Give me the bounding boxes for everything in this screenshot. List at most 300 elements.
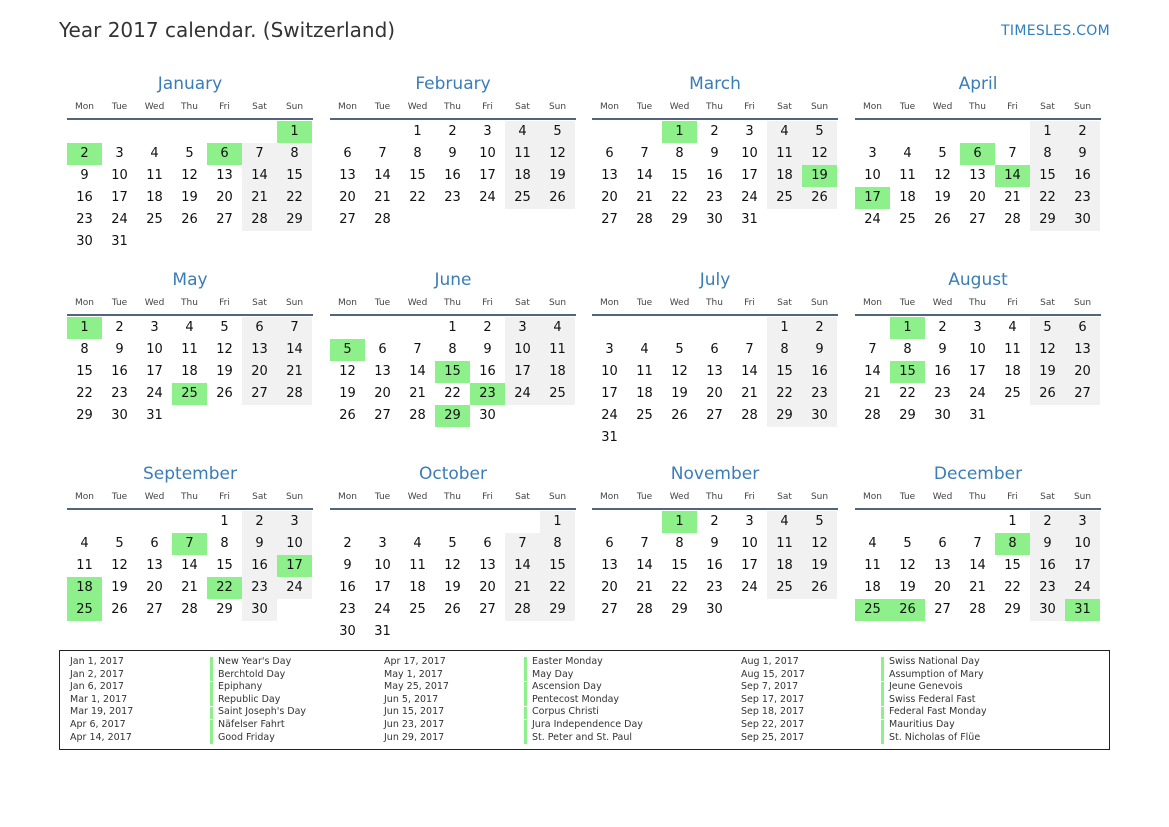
- day-cell[interactable]: 24: [1065, 577, 1100, 599]
- day-cell[interactable]: 13: [216, 168, 233, 183]
- day-cell[interactable]: 6: [378, 342, 387, 357]
- day-cell[interactable]: 28: [505, 599, 540, 621]
- day-cell[interactable]: 13: [601, 558, 618, 573]
- day-cell[interactable]: 4: [868, 536, 877, 551]
- day-cell[interactable]: 9: [448, 146, 457, 161]
- day-cell[interactable]: 8: [80, 342, 89, 357]
- day-cell[interactable]: 27: [934, 602, 951, 617]
- day-cell[interactable]: 9: [343, 558, 352, 573]
- day-cell[interactable]: 10: [146, 342, 163, 357]
- day-cell[interactable]: 14: [636, 558, 653, 573]
- day-cell[interactable]: 27: [479, 602, 496, 617]
- day-cell[interactable]: 21: [636, 190, 653, 205]
- holiday-day-cell[interactable]: 25: [855, 599, 890, 621]
- day-cell[interactable]: 21: [636, 580, 653, 595]
- day-cell[interactable]: 12: [1030, 339, 1065, 361]
- day-cell[interactable]: 16: [802, 361, 837, 383]
- day-cell[interactable]: 2: [242, 511, 277, 533]
- day-cell[interactable]: 17: [741, 558, 758, 573]
- day-cell[interactable]: 5: [1030, 317, 1065, 339]
- day-cell[interactable]: 1: [1030, 121, 1065, 143]
- day-cell[interactable]: 23: [1030, 577, 1065, 599]
- day-cell[interactable]: 22: [76, 386, 93, 401]
- day-cell[interactable]: 30: [339, 624, 356, 639]
- holiday-day-cell[interactable]: 25: [67, 599, 102, 621]
- day-cell[interactable]: 20: [601, 190, 618, 205]
- day-cell[interactable]: 1: [448, 320, 457, 335]
- day-cell[interactable]: 26: [802, 187, 837, 209]
- day-cell[interactable]: 10: [479, 146, 496, 161]
- day-cell[interactable]: 11: [767, 143, 802, 165]
- day-cell[interactable]: 26: [934, 212, 951, 227]
- day-cell[interactable]: 10: [505, 339, 540, 361]
- holiday-day-cell[interactable]: 31: [1065, 599, 1100, 621]
- day-cell[interactable]: 16: [111, 364, 128, 379]
- day-cell[interactable]: 6: [242, 317, 277, 339]
- day-cell[interactable]: 3: [1065, 511, 1100, 533]
- day-cell[interactable]: 13: [242, 339, 277, 361]
- day-cell[interactable]: 8: [767, 339, 802, 361]
- day-cell[interactable]: 4: [767, 511, 802, 533]
- day-cell[interactable]: 11: [146, 168, 163, 183]
- day-cell[interactable]: 15: [277, 165, 312, 187]
- day-cell[interactable]: 27: [242, 383, 277, 405]
- day-cell[interactable]: 12: [899, 558, 916, 573]
- day-cell[interactable]: 12: [802, 533, 837, 555]
- day-cell[interactable]: 1: [220, 514, 229, 529]
- day-cell[interactable]: 7: [868, 342, 877, 357]
- day-cell[interactable]: 9: [710, 146, 719, 161]
- holiday-day-cell[interactable]: 1: [67, 317, 102, 339]
- day-cell[interactable]: 20: [1065, 361, 1100, 383]
- day-cell[interactable]: 20: [601, 580, 618, 595]
- day-cell[interactable]: 24: [505, 383, 540, 405]
- day-cell[interactable]: 23: [339, 602, 356, 617]
- day-cell[interactable]: 5: [903, 536, 912, 551]
- day-cell[interactable]: 30: [934, 408, 951, 423]
- day-cell[interactable]: 24: [601, 408, 618, 423]
- day-cell[interactable]: 18: [505, 165, 540, 187]
- day-cell[interactable]: 20: [339, 190, 356, 205]
- day-cell[interactable]: 16: [242, 555, 277, 577]
- day-cell[interactable]: 15: [671, 168, 688, 183]
- day-cell[interactable]: 13: [601, 168, 618, 183]
- day-cell[interactable]: 22: [1030, 187, 1065, 209]
- day-cell[interactable]: 25: [409, 602, 426, 617]
- day-cell[interactable]: 16: [1065, 165, 1100, 187]
- day-cell[interactable]: 13: [1065, 339, 1100, 361]
- day-cell[interactable]: 12: [216, 342, 233, 357]
- day-cell[interactable]: 10: [111, 168, 128, 183]
- day-cell[interactable]: 18: [1004, 364, 1021, 379]
- day-cell[interactable]: 23: [242, 577, 277, 599]
- day-cell[interactable]: 16: [479, 364, 496, 379]
- day-cell[interactable]: 5: [220, 320, 229, 335]
- day-cell[interactable]: 19: [181, 190, 198, 205]
- day-cell[interactable]: 20: [969, 190, 986, 205]
- day-cell[interactable]: 16: [706, 168, 723, 183]
- day-cell[interactable]: 1: [1008, 514, 1017, 529]
- day-cell[interactable]: 6: [150, 536, 159, 551]
- day-cell[interactable]: 11: [409, 558, 426, 573]
- day-cell[interactable]: 10: [1065, 533, 1100, 555]
- holiday-day-cell[interactable]: 23: [470, 383, 505, 405]
- site-name[interactable]: TIMESLES.COM: [1001, 23, 1110, 39]
- day-cell[interactable]: 12: [111, 558, 128, 573]
- day-cell[interactable]: 24: [864, 212, 881, 227]
- day-cell[interactable]: 7: [505, 533, 540, 555]
- day-cell[interactable]: 3: [745, 124, 754, 139]
- day-cell[interactable]: 5: [448, 536, 457, 551]
- day-cell[interactable]: 4: [1008, 320, 1017, 335]
- day-cell[interactable]: 30: [706, 602, 723, 617]
- day-cell[interactable]: 11: [1004, 342, 1021, 357]
- day-cell[interactable]: 17: [505, 361, 540, 383]
- day-cell[interactable]: 5: [540, 121, 575, 143]
- day-cell[interactable]: 20: [216, 190, 233, 205]
- day-cell[interactable]: 6: [1065, 317, 1100, 339]
- day-cell[interactable]: 25: [636, 408, 653, 423]
- day-cell[interactable]: 14: [277, 339, 312, 361]
- day-cell[interactable]: 28: [741, 408, 758, 423]
- day-cell[interactable]: 23: [802, 383, 837, 405]
- day-cell[interactable]: 4: [640, 342, 649, 357]
- day-cell[interactable]: 3: [973, 320, 982, 335]
- day-cell[interactable]: 9: [1065, 143, 1100, 165]
- holiday-day-cell[interactable]: 25: [172, 383, 207, 405]
- day-cell[interactable]: 19: [540, 165, 575, 187]
- day-cell[interactable]: 20: [242, 361, 277, 383]
- holiday-day-cell[interactable]: 26: [890, 599, 925, 621]
- day-cell[interactable]: 8: [220, 536, 229, 551]
- day-cell[interactable]: 6: [605, 536, 614, 551]
- day-cell[interactable]: 17: [741, 168, 758, 183]
- day-cell[interactable]: 22: [409, 190, 426, 205]
- day-cell[interactable]: 5: [938, 146, 947, 161]
- day-cell[interactable]: 31: [111, 234, 128, 249]
- day-cell[interactable]: 21: [409, 386, 426, 401]
- day-cell[interactable]: 22: [444, 386, 461, 401]
- day-cell[interactable]: 3: [868, 146, 877, 161]
- holiday-day-cell[interactable]: 1: [277, 121, 312, 143]
- day-cell[interactable]: 20: [146, 580, 163, 595]
- day-cell[interactable]: 25: [146, 212, 163, 227]
- day-cell[interactable]: 28: [1004, 212, 1021, 227]
- day-cell[interactable]: 4: [185, 320, 194, 335]
- day-cell[interactable]: 24: [741, 580, 758, 595]
- day-cell[interactable]: 27: [601, 212, 618, 227]
- holiday-day-cell[interactable]: 17: [277, 555, 312, 577]
- day-cell[interactable]: 2: [343, 536, 352, 551]
- day-cell[interactable]: 17: [969, 364, 986, 379]
- day-cell[interactable]: 17: [601, 386, 618, 401]
- day-cell[interactable]: 8: [413, 146, 422, 161]
- day-cell[interactable]: 28: [277, 383, 312, 405]
- holiday-day-cell[interactable]: 1: [662, 121, 697, 143]
- day-cell[interactable]: 26: [111, 602, 128, 617]
- day-cell[interactable]: 15: [216, 558, 233, 573]
- day-cell[interactable]: 15: [76, 364, 93, 379]
- day-cell[interactable]: 27: [146, 602, 163, 617]
- day-cell[interactable]: 30: [242, 599, 277, 621]
- day-cell[interactable]: 13: [969, 168, 986, 183]
- day-cell[interactable]: 6: [710, 342, 719, 357]
- day-cell[interactable]: 3: [277, 511, 312, 533]
- day-cell[interactable]: 27: [216, 212, 233, 227]
- holiday-day-cell[interactable]: 1: [890, 317, 925, 339]
- day-cell[interactable]: 12: [339, 364, 356, 379]
- day-cell[interactable]: 28: [636, 602, 653, 617]
- day-cell[interactable]: 7: [640, 146, 649, 161]
- holiday-day-cell[interactable]: 6: [960, 143, 995, 165]
- day-cell[interactable]: 4: [505, 121, 540, 143]
- day-cell[interactable]: 28: [242, 209, 277, 231]
- day-cell[interactable]: 3: [378, 536, 387, 551]
- day-cell[interactable]: 6: [483, 536, 492, 551]
- day-cell[interactable]: 4: [540, 317, 575, 339]
- day-cell[interactable]: 21: [242, 187, 277, 209]
- holiday-day-cell[interactable]: 29: [435, 405, 470, 427]
- day-cell[interactable]: 18: [540, 361, 575, 383]
- day-cell[interactable]: 5: [115, 536, 124, 551]
- day-cell[interactable]: 9: [80, 168, 89, 183]
- day-cell[interactable]: 14: [409, 364, 426, 379]
- day-cell[interactable]: 11: [899, 168, 916, 183]
- day-cell[interactable]: 30: [111, 408, 128, 423]
- day-cell[interactable]: 16: [339, 580, 356, 595]
- day-cell[interactable]: 25: [540, 383, 575, 405]
- holiday-day-cell[interactable]: 14: [995, 165, 1030, 187]
- day-cell[interactable]: 26: [339, 408, 356, 423]
- day-cell[interactable]: 10: [374, 558, 391, 573]
- day-cell[interactable]: 24: [741, 190, 758, 205]
- day-cell[interactable]: 4: [767, 121, 802, 143]
- day-cell[interactable]: 2: [938, 320, 947, 335]
- day-cell[interactable]: 25: [899, 212, 916, 227]
- day-cell[interactable]: 6: [938, 536, 947, 551]
- day-cell[interactable]: 29: [767, 405, 802, 427]
- day-cell[interactable]: 15: [409, 168, 426, 183]
- day-cell[interactable]: 4: [413, 536, 422, 551]
- day-cell[interactable]: 24: [479, 190, 496, 205]
- day-cell[interactable]: 17: [146, 364, 163, 379]
- day-cell[interactable]: 27: [969, 212, 986, 227]
- day-cell[interactable]: 21: [505, 577, 540, 599]
- day-cell[interactable]: 13: [146, 558, 163, 573]
- day-cell[interactable]: 30: [802, 405, 837, 427]
- day-cell[interactable]: 28: [969, 602, 986, 617]
- day-cell[interactable]: 12: [444, 558, 461, 573]
- day-cell[interactable]: 5: [802, 121, 837, 143]
- day-cell[interactable]: 31: [374, 624, 391, 639]
- day-cell[interactable]: 22: [899, 386, 916, 401]
- day-cell[interactable]: 15: [671, 558, 688, 573]
- day-cell[interactable]: 10: [741, 146, 758, 161]
- day-cell[interactable]: 21: [864, 386, 881, 401]
- day-cell[interactable]: 11: [181, 342, 198, 357]
- day-cell[interactable]: 25: [505, 187, 540, 209]
- day-cell[interactable]: 11: [76, 558, 93, 573]
- day-cell[interactable]: 26: [216, 386, 233, 401]
- day-cell[interactable]: 14: [741, 364, 758, 379]
- day-cell[interactable]: 22: [671, 190, 688, 205]
- day-cell[interactable]: 2: [710, 124, 719, 139]
- day-cell[interactable]: 3: [745, 514, 754, 529]
- holiday-day-cell[interactable]: 17: [855, 187, 890, 209]
- day-cell[interactable]: 18: [767, 555, 802, 577]
- day-cell[interactable]: 26: [181, 212, 198, 227]
- day-cell[interactable]: 17: [1065, 555, 1100, 577]
- day-cell[interactable]: 21: [181, 580, 198, 595]
- day-cell[interactable]: 7: [1008, 146, 1017, 161]
- day-cell[interactable]: 9: [710, 536, 719, 551]
- day-cell[interactable]: 18: [864, 580, 881, 595]
- day-cell[interactable]: 7: [973, 536, 982, 551]
- day-cell[interactable]: 22: [540, 577, 575, 599]
- day-cell[interactable]: 30: [1030, 599, 1065, 621]
- day-cell[interactable]: 19: [899, 580, 916, 595]
- day-cell[interactable]: 4: [80, 536, 89, 551]
- day-cell[interactable]: 29: [76, 408, 93, 423]
- day-cell[interactable]: 28: [864, 408, 881, 423]
- day-cell[interactable]: 14: [242, 165, 277, 187]
- day-cell[interactable]: 27: [339, 212, 356, 227]
- day-cell[interactable]: 25: [1004, 386, 1021, 401]
- day-cell[interactable]: 13: [479, 558, 496, 573]
- day-cell[interactable]: 17: [374, 580, 391, 595]
- day-cell[interactable]: 5: [675, 342, 684, 357]
- day-cell[interactable]: 18: [181, 364, 198, 379]
- day-cell[interactable]: 10: [741, 536, 758, 551]
- day-cell[interactable]: 19: [802, 555, 837, 577]
- day-cell[interactable]: 16: [76, 190, 93, 205]
- day-cell[interactable]: 20: [374, 386, 391, 401]
- day-cell[interactable]: 7: [745, 342, 754, 357]
- day-cell[interactable]: 14: [969, 558, 986, 573]
- day-cell[interactable]: 9: [115, 342, 124, 357]
- day-cell[interactable]: 12: [181, 168, 198, 183]
- day-cell[interactable]: 28: [374, 212, 391, 227]
- day-cell[interactable]: 7: [277, 317, 312, 339]
- day-cell[interactable]: 19: [216, 364, 233, 379]
- day-cell[interactable]: 29: [1030, 209, 1065, 231]
- day-cell[interactable]: 9: [1030, 533, 1065, 555]
- day-cell[interactable]: 2: [1065, 121, 1100, 143]
- day-cell[interactable]: 12: [540, 143, 575, 165]
- day-cell[interactable]: 4: [903, 146, 912, 161]
- day-cell[interactable]: 12: [802, 143, 837, 165]
- day-cell[interactable]: 10: [969, 342, 986, 357]
- day-cell[interactable]: 3: [483, 124, 492, 139]
- day-cell[interactable]: 29: [671, 212, 688, 227]
- day-cell[interactable]: 8: [540, 533, 575, 555]
- day-cell[interactable]: 14: [864, 364, 881, 379]
- day-cell[interactable]: 17: [479, 168, 496, 183]
- day-cell[interactable]: 12: [934, 168, 951, 183]
- day-cell[interactable]: 18: [409, 580, 426, 595]
- day-cell[interactable]: 27: [601, 602, 618, 617]
- day-cell[interactable]: 2: [448, 124, 457, 139]
- day-cell[interactable]: 1: [767, 317, 802, 339]
- day-cell[interactable]: 11: [636, 364, 653, 379]
- day-cell[interactable]: 16: [706, 558, 723, 573]
- day-cell[interactable]: 23: [111, 386, 128, 401]
- day-cell[interactable]: 8: [448, 342, 457, 357]
- day-cell[interactable]: 29: [899, 408, 916, 423]
- day-cell[interactable]: 24: [146, 386, 163, 401]
- day-cell[interactable]: 15: [767, 361, 802, 383]
- day-cell[interactable]: 7: [413, 342, 422, 357]
- day-cell[interactable]: 23: [706, 190, 723, 205]
- holiday-day-cell[interactable]: 2: [67, 143, 102, 165]
- day-cell[interactable]: 3: [505, 317, 540, 339]
- day-cell[interactable]: 18: [146, 190, 163, 205]
- day-cell[interactable]: 13: [339, 168, 356, 183]
- day-cell[interactable]: 10: [864, 168, 881, 183]
- day-cell[interactable]: 9: [802, 339, 837, 361]
- day-cell[interactable]: 10: [277, 533, 312, 555]
- day-cell[interactable]: 23: [444, 190, 461, 205]
- holiday-day-cell[interactable]: 18: [67, 577, 102, 599]
- day-cell[interactable]: 1: [413, 124, 422, 139]
- day-cell[interactable]: 2: [710, 514, 719, 529]
- day-cell[interactable]: 18: [636, 386, 653, 401]
- day-cell[interactable]: 13: [934, 558, 951, 573]
- day-cell[interactable]: 26: [444, 602, 461, 617]
- day-cell[interactable]: 3: [605, 342, 614, 357]
- day-cell[interactable]: 9: [483, 342, 492, 357]
- day-cell[interactable]: 29: [671, 602, 688, 617]
- day-cell[interactable]: 23: [1065, 187, 1100, 209]
- day-cell[interactable]: 8: [277, 143, 312, 165]
- day-cell[interactable]: 14: [505, 555, 540, 577]
- day-cell[interactable]: 7: [640, 536, 649, 551]
- day-cell[interactable]: 2: [1030, 511, 1065, 533]
- day-cell[interactable]: 12: [671, 364, 688, 379]
- day-cell[interactable]: 17: [111, 190, 128, 205]
- day-cell[interactable]: 26: [802, 577, 837, 599]
- day-cell[interactable]: 7: [242, 143, 277, 165]
- day-cell[interactable]: 11: [864, 558, 881, 573]
- day-cell[interactable]: 9: [938, 342, 947, 357]
- day-cell[interactable]: 31: [969, 408, 986, 423]
- day-cell[interactable]: 8: [903, 342, 912, 357]
- day-cell[interactable]: 25: [767, 577, 802, 599]
- day-cell[interactable]: 15: [1030, 165, 1065, 187]
- day-cell[interactable]: 21: [969, 580, 986, 595]
- day-cell[interactable]: 20: [479, 580, 496, 595]
- day-cell[interactable]: 27: [374, 408, 391, 423]
- day-cell[interactable]: 22: [277, 187, 312, 209]
- day-cell[interactable]: 19: [111, 580, 128, 595]
- holiday-day-cell[interactable]: 8: [995, 533, 1030, 555]
- day-cell[interactable]: 8: [675, 146, 684, 161]
- day-cell[interactable]: 5: [185, 146, 194, 161]
- day-cell[interactable]: 19: [1030, 361, 1065, 383]
- holiday-day-cell[interactable]: 15: [890, 361, 925, 383]
- day-cell[interactable]: 19: [671, 386, 688, 401]
- day-cell[interactable]: 20: [934, 580, 951, 595]
- day-cell[interactable]: 21: [1004, 190, 1021, 205]
- day-cell[interactable]: 20: [706, 386, 723, 401]
- day-cell[interactable]: 23: [934, 386, 951, 401]
- day-cell[interactable]: 14: [181, 558, 198, 573]
- day-cell[interactable]: 31: [741, 212, 758, 227]
- day-cell[interactable]: 22: [1004, 580, 1021, 595]
- day-cell[interactable]: 10: [601, 364, 618, 379]
- day-cell[interactable]: 1: [540, 511, 575, 533]
- day-cell[interactable]: 31: [146, 408, 163, 423]
